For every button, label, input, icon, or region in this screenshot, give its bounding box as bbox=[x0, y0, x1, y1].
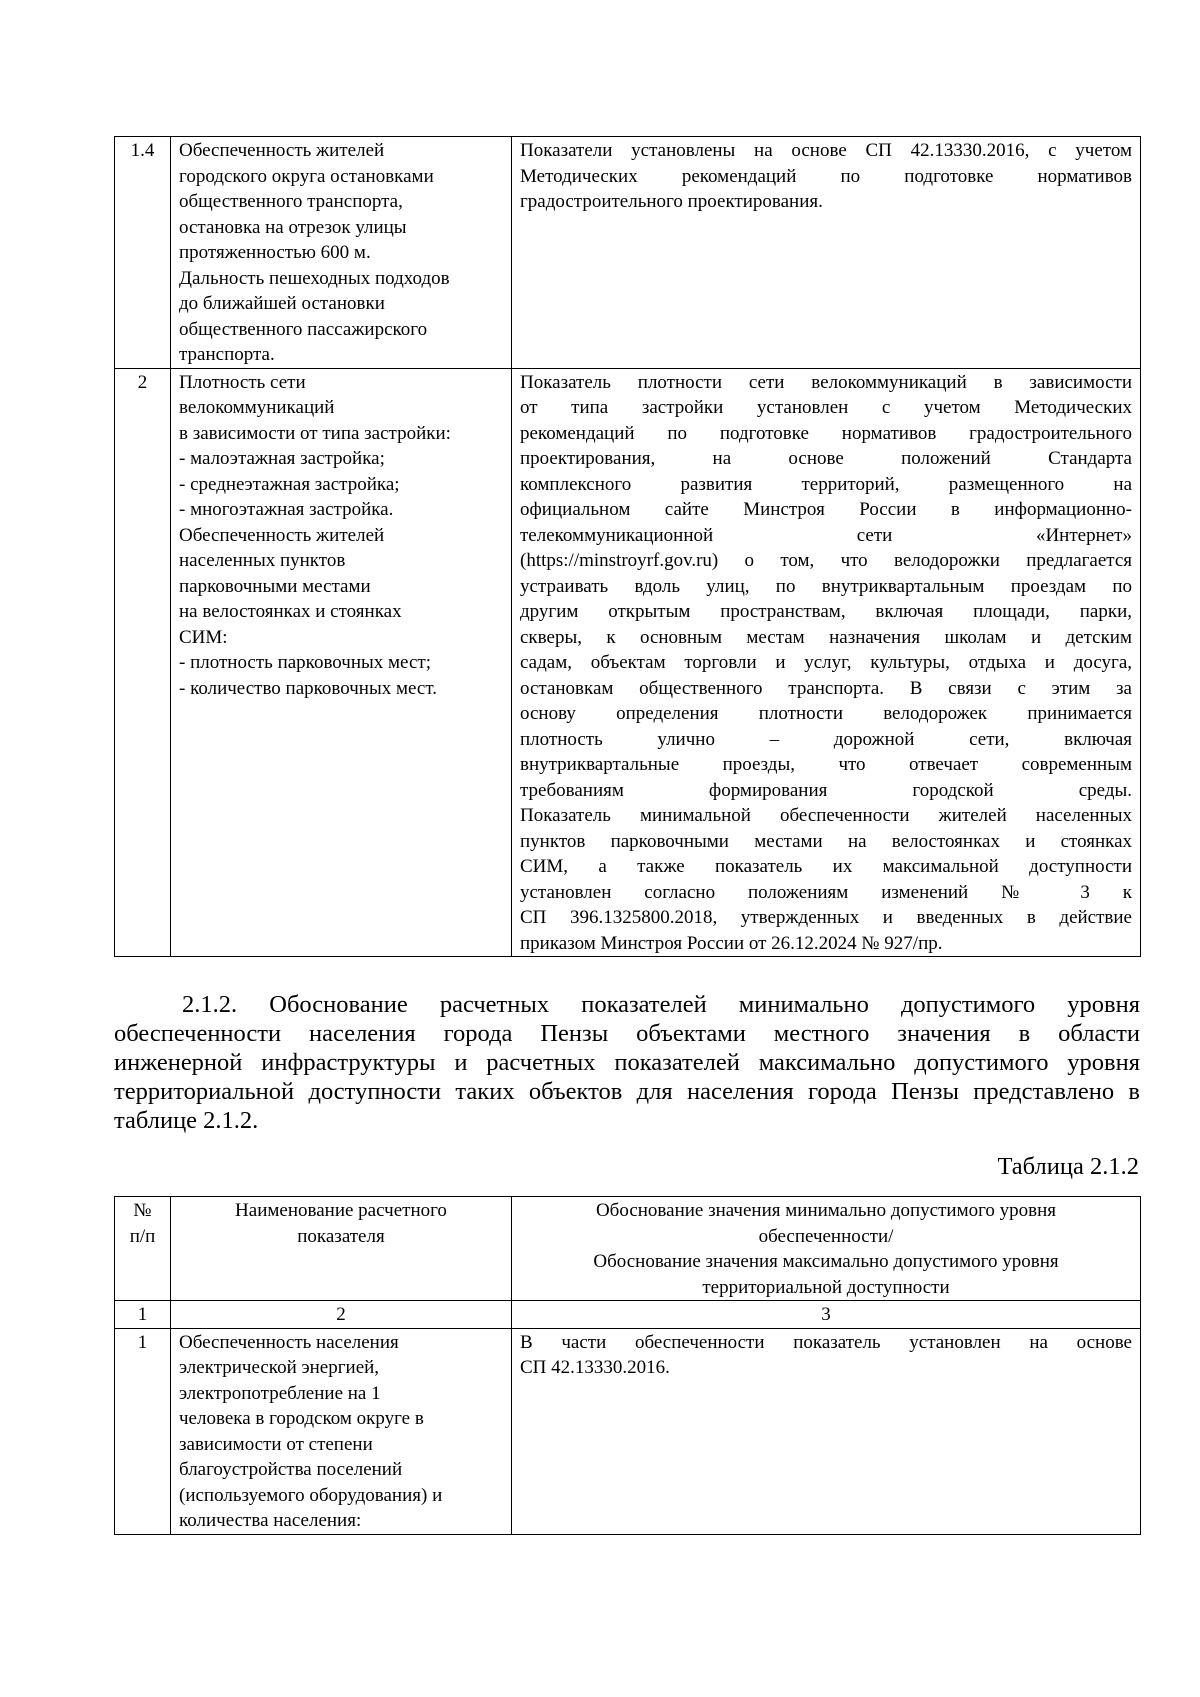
indicator-basis-line: СИМ, а также показатель их максимальной доступности bbox=[520, 856, 1132, 877]
header-col-basis-line: территориальной доступности bbox=[702, 1276, 950, 1298]
header-col-basis-line: обеспеченности/ bbox=[758, 1225, 894, 1247]
t1-row-number: 1.4 bbox=[115, 137, 171, 369]
indicator-basis-line: другим открытым пространствам, включая площади, парки, bbox=[520, 601, 1132, 622]
indicator-name-line: СИМ: bbox=[179, 626, 228, 648]
indicator-name-line: количества населения: bbox=[179, 1510, 362, 1531]
indicator-name-line: городского округа остановками bbox=[179, 165, 434, 187]
indicator-name-line: Обеспеченность населения bbox=[179, 1331, 399, 1353]
indicator-basis-line: установлен согласно положениям изменений № 3 к bbox=[520, 881, 1132, 903]
indicator-name-line: электропотребление на 1 bbox=[179, 1382, 381, 1404]
indicator-basis-line: пунктов парковочными местами на велостоянках и стоянках bbox=[520, 830, 1132, 852]
indicator-name-line: Обеспеченность жителей bbox=[179, 140, 385, 161]
indicator-basis-line: требованиям формирования городской среды. bbox=[520, 779, 1132, 801]
indicator-name-line: общественного транспорта, bbox=[179, 191, 403, 212]
indicator-basis-line: плотность улично – дорожной сети, включая bbox=[520, 728, 1132, 750]
indicator-basis-line: скверы, к основным местам назначения школам и детским bbox=[520, 626, 1132, 648]
column-number-1: 1 bbox=[115, 1301, 171, 1329]
indicator-name-line: велокоммуникаций bbox=[179, 397, 335, 418]
table-row bbox=[115, 368, 1141, 957]
header-col-basis-line: Обоснование значения минимально допустимого уровня bbox=[595, 1200, 1057, 1221]
paragraph-line: таблице 2.1.2. bbox=[114, 1107, 259, 1134]
indicator-name-line: населенных пунктов bbox=[179, 550, 346, 571]
indicator-name-line: - среднеэтажная застройка; bbox=[179, 473, 400, 495]
table-header-row bbox=[115, 1197, 1141, 1301]
indicator-name-line: парковочными местами bbox=[179, 575, 371, 597]
indicator-name-line: транспорта. bbox=[179, 344, 275, 365]
indicator-name-line: зависимости от степени bbox=[179, 1433, 373, 1455]
indicator-basis-line: телекоммуникационной сети «Интернет» bbox=[520, 524, 1132, 546]
t1-indicator-name bbox=[171, 137, 512, 369]
indicator-name-line: человека в городском округе в bbox=[179, 1408, 424, 1429]
indicator-basis-line: от типа застройки установлен с учетом Методических bbox=[520, 397, 1132, 418]
indicator-basis-line: Показатель минимальной обеспеченности жителей населенных bbox=[520, 805, 1132, 826]
indicator-basis-line: садам, объектам торговли и услуг, культуры, отдыха и досуга, bbox=[520, 652, 1132, 673]
indicator-basis-line: внутриквартальные проезды, что отвечает современным bbox=[520, 754, 1132, 775]
t2-indicator-name bbox=[171, 1328, 512, 1534]
table-row bbox=[115, 1328, 1141, 1534]
header-col-basis-line: Обоснование значения максимально допустимого уровня bbox=[593, 1251, 1059, 1272]
indicator-basis-line: Методических рекомендаций по подготовке нормативов bbox=[520, 165, 1132, 187]
indicator-basis-line: градостроительного проектирования. bbox=[520, 191, 823, 212]
t1-row-number: 2 bbox=[115, 368, 171, 957]
indicator-basis-line: Показатели установлены на основе СП 42.13330.2016, с учетом bbox=[520, 140, 1132, 161]
indicator-basis-line: Показатель плотности сети велокоммуникаций в зависимости bbox=[520, 371, 1132, 393]
t1-indicator-basis bbox=[512, 137, 1141, 369]
section-paragraph-2-1-2 bbox=[114, 990, 1140, 1135]
table-continuation bbox=[114, 136, 1141, 957]
t2-indicator-basis bbox=[512, 1328, 1141, 1534]
indicator-name-line: на велостоянках и стоянках bbox=[179, 601, 402, 622]
column-number-3: 3 bbox=[512, 1301, 1141, 1329]
indicator-name-line: - малоэтажная застройка; bbox=[179, 448, 385, 469]
t1-indicator-name bbox=[171, 368, 512, 957]
indicator-basis-line: устраивать вдоль улиц, по внутриквартальным проездам по bbox=[520, 575, 1132, 597]
indicator-name-line: остановка на отрезок улицы bbox=[179, 216, 407, 238]
indicator-name-line: Дальность пешеходных подходов bbox=[179, 267, 450, 289]
header-col-number bbox=[115, 1197, 171, 1301]
table-2-1-2 bbox=[114, 1196, 1141, 1535]
indicator-basis-line: СП 396.1325800.2018, утвержденных и введенных в действие bbox=[520, 907, 1132, 928]
indicator-name-line: в зависимости от типа застройки: bbox=[179, 422, 451, 444]
indicator-name-line: электрической энергией, bbox=[179, 1357, 380, 1378]
indicator-basis-line: В части обеспеченности показатель установлен на основе bbox=[520, 1331, 1132, 1353]
paragraph-line: 2.1.2. Обоснование расчетных показателей минимально допустимого уровня bbox=[182, 991, 1140, 1018]
indicator-name-line: - количество парковочных мест. bbox=[179, 677, 437, 699]
indicator-name-line: общественного пассажирского bbox=[179, 318, 428, 340]
table-caption: Таблица 2.1.2 bbox=[997, 1153, 1139, 1180]
column-number-row bbox=[115, 1301, 1141, 1329]
header-col-name-line: показателя bbox=[297, 1225, 385, 1247]
indicator-basis-line: комплексного развития территорий, размещенного на bbox=[520, 473, 1132, 495]
indicator-name-line: Обеспеченность жителей bbox=[179, 524, 385, 546]
indicator-basis-line: основу определения плотности велодорожек принимается bbox=[520, 703, 1132, 724]
header-col-name bbox=[171, 1197, 512, 1301]
indicator-basis-line: рекомендаций по подготовке нормативов градостроительного bbox=[520, 422, 1132, 444]
indicator-name-line: протяженностью 600 м. bbox=[179, 242, 371, 263]
t1-indicator-basis bbox=[512, 368, 1141, 957]
indicator-basis-line: приказом Минстроя России от 26.12.2024 № 927/пр. bbox=[520, 932, 943, 954]
paragraph-line: территориальной доступности таких объектов для населения города Пензы представлено в bbox=[114, 1078, 1140, 1105]
paragraph-line: инженерной инфраструктуры и расчетных показателей максимально допустимого уровня bbox=[114, 1049, 1140, 1076]
indicator-name-line: (используемого оборудования) и bbox=[179, 1484, 443, 1506]
indicator-basis-line: СП 42.13330.2016. bbox=[520, 1357, 670, 1378]
t2-row-number: 1 bbox=[115, 1328, 171, 1534]
header-col-number-line: № bbox=[133, 1200, 152, 1221]
indicator-name-line: Плотность сети bbox=[179, 371, 306, 393]
indicator-basis-line: проектирования, на основе положений Стандарта bbox=[520, 448, 1132, 469]
paragraph-line: обеспеченности населения города Пензы объектами местного значения в области bbox=[114, 1020, 1140, 1047]
header-col-number-line: п/п bbox=[129, 1225, 156, 1247]
header-col-basis bbox=[512, 1197, 1141, 1301]
header-col-name-line: Наименование расчетного bbox=[235, 1200, 447, 1221]
indicator-name-line: благоустройства поселений bbox=[179, 1459, 403, 1480]
indicator-basis-line: официальном сайте Минстроя России в информационно- bbox=[520, 499, 1132, 520]
indicator-basis-line: остановкам общественного транспорта. В связи с этим за bbox=[520, 677, 1132, 699]
column-number-2: 2 bbox=[171, 1301, 512, 1329]
indicator-name-line: до ближайшей остановки bbox=[179, 293, 385, 314]
indicator-basis-line: (https://minstroyrf.gov.ru) о том, что велодорожки предлагается bbox=[520, 550, 1132, 571]
table-row bbox=[115, 137, 1141, 369]
indicator-name-line: - плотность парковочных мест; bbox=[179, 652, 431, 673]
indicator-name-line: - многоэтажная застройка. bbox=[179, 499, 394, 520]
